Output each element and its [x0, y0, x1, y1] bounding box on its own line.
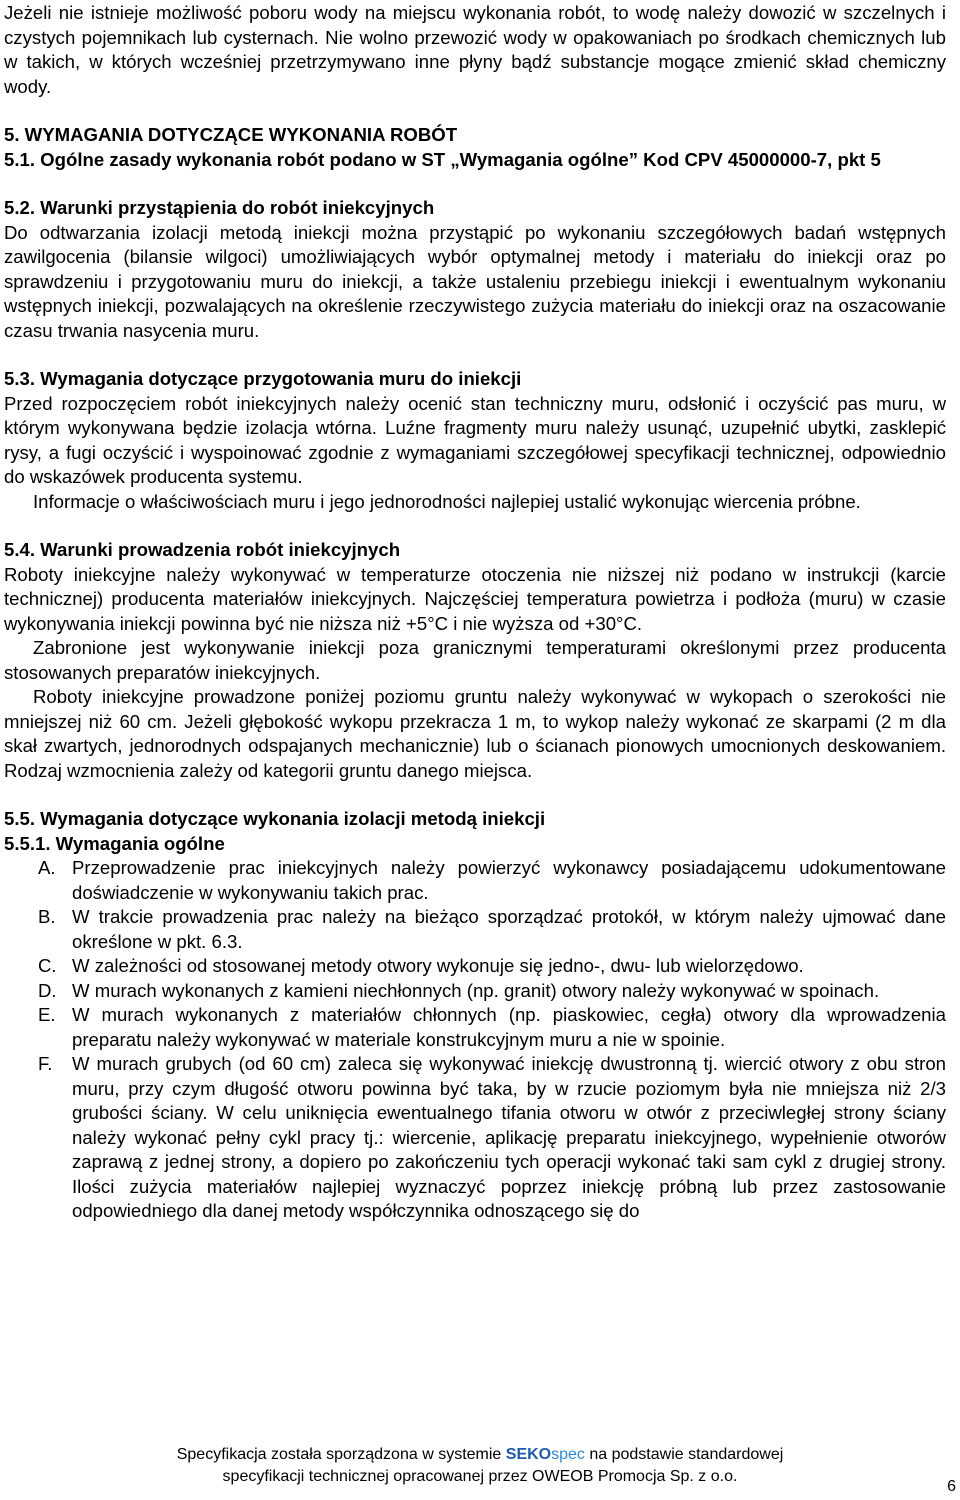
list-item-text: W murach wykonanych z kamieni niechłonnych (np. granit) otwory należy wykonywać w spoinach.: [72, 979, 880, 1001]
list-item-text: Przeprowadzenie prac iniekcyjnych należy powierzyć wykonawcy posiadającemu udokumentowane doświadczenie w wykonywaniu takich prac.: [72, 857, 946, 903]
section-5-4-title: 5.4. Warunki prowadzenia robót iniekcyjnych: [4, 539, 401, 560]
list-item: [4, 1003, 946, 1052]
footer-text-post: na podstawie standardowej: [589, 1446, 784, 1463]
list-item: [4, 856, 946, 905]
list-item-letter: A.: [38, 857, 56, 878]
list-item-text: W trakcie prowadzenia prac należy na bieżąco sporządzać protokół, w którym należy ujmować dane określone w pkt. 6.3.: [72, 906, 946, 952]
footer-line-1: [0, 1444, 960, 1466]
section-5-3-title: 5.3. Wymagania dotyczące przygotowania muru do iniekcji: [4, 368, 522, 389]
document-page: [0, 1, 960, 1500]
list-item-letter: C.: [38, 955, 57, 976]
section-5-2-title: 5.2. Warunki przystąpienia do robót iniekcyjnych: [4, 197, 435, 218]
list-item: [4, 954, 946, 979]
page-number: 6: [947, 1478, 956, 1495]
section-5-3-text-2: Informacje o właściwościach muru i jego jednorodności najlepiej ustalić wykonując wiercenia próbne.: [33, 490, 861, 512]
footer-text-pre: Specyfikacja została sporządzona w systemie: [176, 1446, 502, 1463]
list-item-text: W murach wykonanych z materiałów chłonnych (np. piaskowiec, cegła) otwory dla wprowadzenia preparatu należy wykonywać w materiale konstrukcyjnym muru a nie w spoinie.: [72, 1004, 946, 1050]
list-item: [4, 979, 946, 1004]
sekospec-logo: [506, 1446, 585, 1463]
list-item-letter: F.: [38, 1053, 53, 1074]
requirements-list: [4, 856, 946, 1224]
section-5-5-1-title: 5.5.1. Wymagania ogólne: [4, 832, 225, 854]
section-5-4-text-3: Roboty iniekcyjne prowadzone poniżej poziomu gruntu należy wykonywać w wykopach o szerokości nie mniejszej niż 60 cm. Jeżeli głębokość wykopu przekracza 1 m, to wykop należy wykonać ze skarpami (2 m dla skał zwartych, jednorodnych odspajanych mechanicznie) lub o ścianach pionowych umocnionych deskowaniem. Rodzaj wzmocnienia zależy od kategorii gruntu danego miejsca.: [4, 686, 946, 781]
list-item-letter: E.: [38, 1004, 56, 1025]
page-footer: [0, 1444, 960, 1488]
list-item-letter: D.: [38, 979, 57, 1001]
section-5-4-text-2: Zabronione jest wykonywanie iniekcji poza granicznymi temperaturami określonymi przez producenta stosowanych preparatów iniekcyjnych.: [4, 637, 946, 683]
section-5-3-text-1: Przed rozpoczęciem robót iniekcyjnych należy ocenić stan techniczny muru, odsłonić i oczyścić pas muru, w którym wykonywana będzie izolacja wtórna. Luźne fragmenty muru należy usunąć, uzupełnić ubytki, zasklepić rysy, a fugi oczyścić i wyspoinować zgodnie z wymaganiami szczegółowej specyfikacji technicznej, odpowiednio do wskazówek producenta systemu.: [4, 392, 946, 487]
section-5-2-text: Do odtwarzania izolacji metodą iniekcji można przystąpić po wykonaniu szczegółowych badań wstępnych zawilgocenia (bilansie wilgoci) umożliwiających wybór optymalnej metody i materiału do iniekcji oraz po sprawdzeniu i przygotowaniu muru do iniekcji, a także ustaleniu przebiegu iniekcji i ewentualnym wykonaniu wstępnych iniekcji, pozwalających na określenie rzeczywistego zużycia materiału do iniekcji oraz na oszacowanie czasu trwania nasycenia muru.: [4, 221, 946, 341]
section-5-1-title: 5.1. Ogólne zasady wykonania robót podano w ST „Wymagania ogólne” Kod CPV 45000000-7, pkt 5: [4, 148, 881, 170]
list-item-letter: B.: [38, 906, 56, 927]
list-item: [4, 905, 946, 954]
section-5-5-title: 5.5. Wymagania dotyczące wykonania izolacji metodą iniekcji: [4, 808, 546, 829]
footer-line-2: specyfikacji technicznej opracowanej przez OWEOB Promocja Sp. z o.o.: [222, 1468, 738, 1485]
list-item-text: W zależności od stosowanej metody otwory wykonuje się jedno-, dwu- lub wielorzędowo.: [72, 955, 804, 976]
list-item-text: W murach grubych (od 60 cm) zaleca się wykonywać iniekcję dwustronną tj. wiercić otwory z obu stron muru, przy czym długość otworu powinna być taka, by w rzucie poziomym była nie mniejsza niż 2/3 grubości ściany. W celu uniknięcia ewentualnego tifania otworu w otwór z przeciwległej strony ściany należy wykonać pełny cykl pracy tj.: wiercenie, aplikację preparatu iniekcyjnego, wypełnienie otworów zaprawą z jednej strony, a dopiero po zakończeniu tych operacji wykonać taki sam cykl z drugiej strony. Ilości zużycia materiałów najlepiej wyznaczyć poprzez iniekcję próbną lub przez zastosowanie odpowiedniego dla danej metody współczynnika odnoszącego się do: [72, 1053, 946, 1221]
section-5-title: 5. WYMAGANIA DOTYCZĄCE WYKONANIA ROBÓT: [4, 124, 458, 145]
list-item: [4, 1052, 946, 1224]
intro-paragraph: Jeżeli nie istnieje możliwość poboru wody na miejscu wykonania robót, to wodę należy dowozić w szczelnych i czystych pojemnikach lub cysternach. Nie wolno przewozić wody w opakowaniach po środkach chemicznych lub w takich, w których wcześniej przetrzymywano inne płyny bądź substancje mogące zmienić skład chemiczny wody.: [4, 2, 946, 97]
brand-spec: spec: [551, 1446, 585, 1463]
section-5-4-text-1: Roboty iniekcyjne należy wykonywać w temperaturze otoczenia nie niższej niż podano w instrukcji (karcie technicznej) producenta materiałów iniekcyjnych. Najczęściej temperatura powietrza i podłoża (muru) w czasie wykonywania iniekcji powinna być nie niższa niż +5°C i nie wyższa od +30°C.: [4, 563, 946, 634]
brand-seko: SEKO: [505, 1446, 552, 1463]
